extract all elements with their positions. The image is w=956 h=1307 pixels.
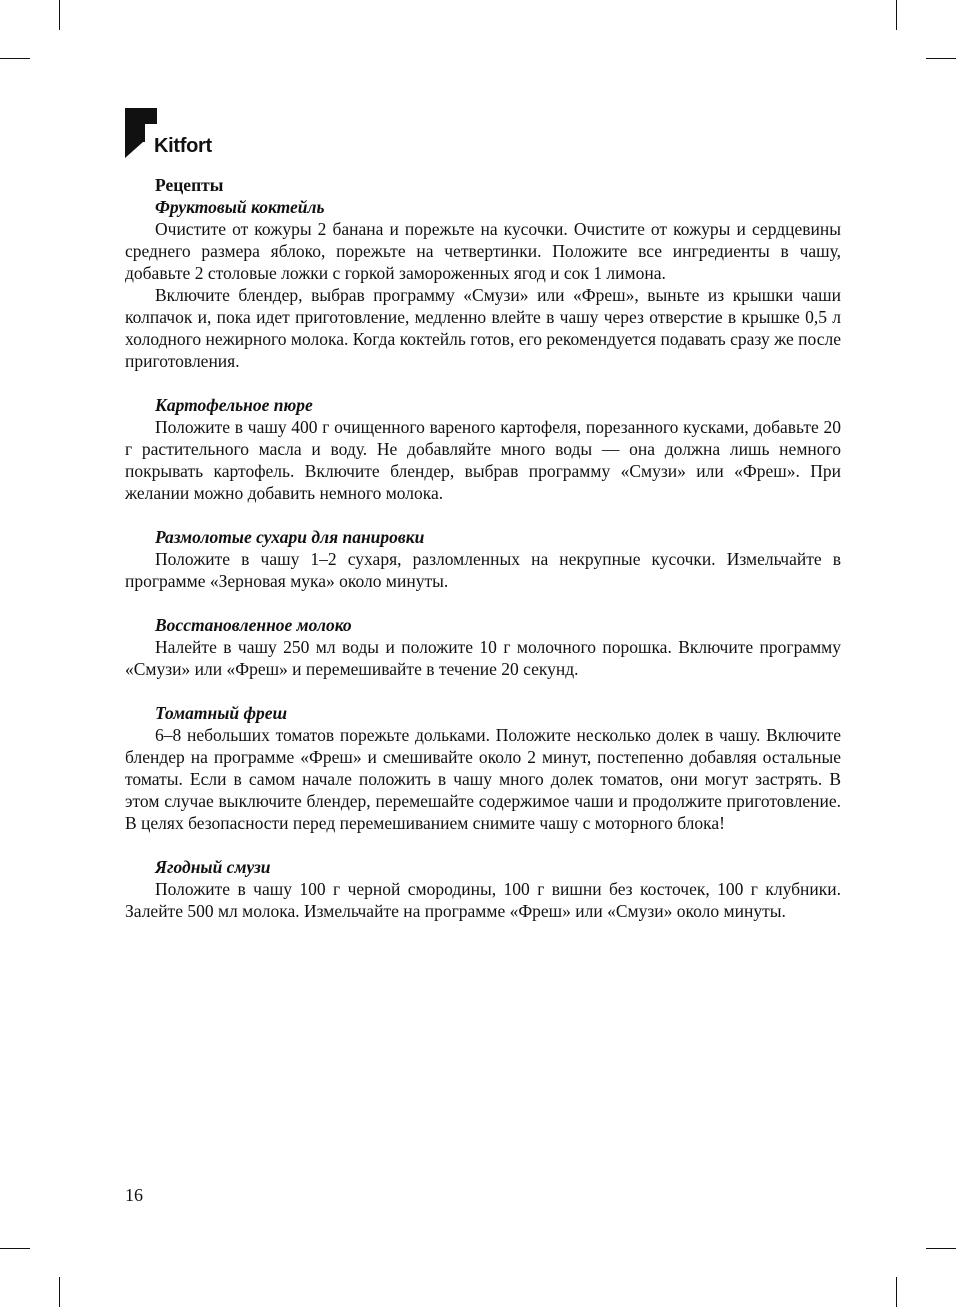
recipe-paragraph: Очистите от кожуры 2 банана и порежьте на кусочки. Очистите от кожуры и сердцевины среднего размера яблоко, порежьте на четвертинки. Положите все ингредиенты в чашу, добавьте 2 столовые ложки с горкой замороженных ягод и сок 1 лимона. [125, 219, 841, 283]
recipe-section [125, 614, 841, 680]
kitfort-logo-icon [125, 108, 157, 158]
recipe-paragraph: Положите в чашу 400 г очищенного вареного картофеля, порезанного кусками, добавьте 20 г растительного масла и воду. Не добавляйте много воды — она должна лишь немного покрывать картофель. Включите блендер, выбрав программу «Смузи» или «Фреш». При желании можно добавить немного молока. [125, 417, 841, 503]
recipe-title: Размолотые сухари для панировки [155, 527, 425, 547]
crop-mark [59, 1277, 60, 1307]
crop-mark [926, 1248, 956, 1249]
crop-mark [59, 0, 60, 30]
crop-mark [896, 0, 897, 30]
recipe-section [125, 196, 841, 372]
recipe-title: Ягодный смузи [155, 857, 271, 877]
recipe-section [125, 394, 841, 504]
recipe-title: Томатный фреш [155, 703, 288, 723]
section-title: Рецепты [155, 175, 224, 195]
crop-mark [896, 1277, 897, 1307]
crop-mark [0, 1248, 30, 1249]
page-number: 16 [125, 1185, 143, 1205]
recipe-list [125, 196, 841, 922]
kitfort-logo [125, 108, 225, 158]
recipe-title: Картофельное пюре [155, 395, 313, 415]
recipe-paragraph: Положите в чашу 1–2 сухаря, разломленных на некрупные кусочки. Измельчайте в программе «Зерновая мука» около минуты. [125, 549, 841, 591]
recipe-paragraph: Включите блендер, выбрав программу «Смузи» или «Фреш», выньте из крышки чаши колпачок и, пока идет приготовление, медленно влейте в чашу через отверстие в крышке 0,5 л холодного нежирного молока. Когда коктейль готов, его рекомендуется подавать сразу же после приготовления. [125, 285, 841, 371]
crop-mark [0, 58, 30, 59]
crop-mark [926, 58, 956, 59]
recipe-title: Фруктовый коктейль [155, 197, 325, 217]
recipe-section [125, 856, 841, 922]
recipe-section [125, 526, 841, 592]
recipe-section [125, 702, 841, 834]
recipes-content [125, 174, 841, 922]
recipe-paragraph: Положите в чашу 100 г черной смородины, 100 г вишни без косточек, 100 г клубники. Залейте 500 мл молока. Измельчайте на программе «Фреш» или «Смузи» около минуты. [125, 879, 841, 921]
recipe-paragraph: Налейте в чашу 250 мл воды и положите 10 г молочного порошка. Включите программу «Смузи» или «Фреш» и перемешивайте в течение 20 секунд. [125, 637, 841, 679]
brand-name: Kitfort [154, 135, 212, 157]
recipe-title: Восстановленное молоко [155, 615, 352, 635]
recipe-paragraph: 6–8 небольших томатов порежьте дольками. Положите несколько долек в чашу. Включите блендер на программе «Фреш» и смешивайте около 2 минут, постепенно добавляя остальные томаты. Если в самом начале положить в чашу много долек томатов, они могут застрять. В этом случае выключите блендер, перемешайте содержимое чаши и продолжите приготовление. В целях безопасности перед перемешиванием снимите чашу с моторного блока! [125, 725, 841, 833]
